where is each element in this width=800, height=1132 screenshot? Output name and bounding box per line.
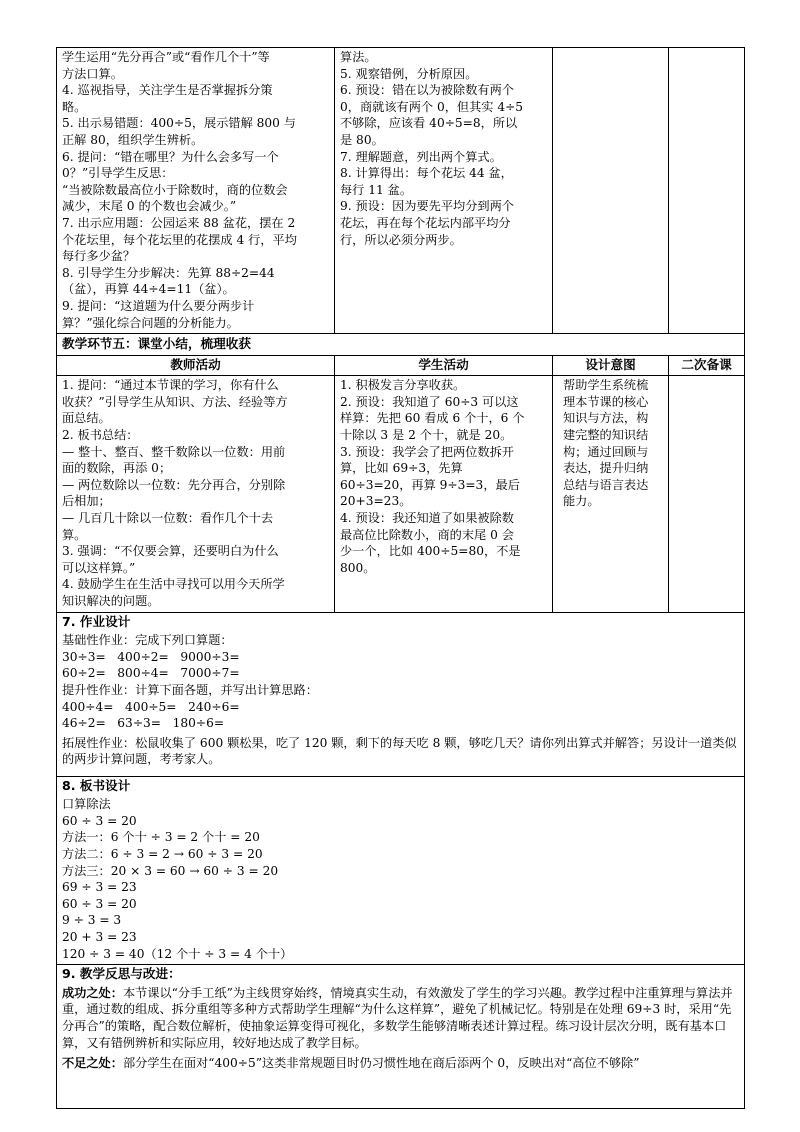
lesson-plan-table <box>56 47 745 1109</box>
design-intent-line: 帮助学生系统梳 <box>563 378 649 393</box>
teacher-activity-line: 0？”引导学生反思： <box>62 166 174 181</box>
reflection-row <box>57 965 745 1109</box>
stage5-student-cell <box>335 376 553 612</box>
shortfall-label: 不足之处： <box>62 1056 123 1071</box>
student-activity-line: 5. 观察错例，分析原因。 <box>340 66 478 81</box>
student-activity-line: 花坛，再在每个花坛内部平均分 <box>340 215 511 230</box>
student-activity-line: 60÷3=20，再算 9÷3=3，最后 <box>340 477 520 492</box>
stage4-teacher-cell <box>57 48 335 334</box>
teacher-activity-line: 收获？”引导学生从知识、方法、经验等方 <box>62 394 288 409</box>
student-activity-line: 8. 计算得出：每个花坛 44 盆， <box>340 166 513 181</box>
teacher-activity-line: 略。 <box>62 99 87 114</box>
teacher-activity-line: 可以这样算。” <box>62 560 136 575</box>
board-lines <box>62 796 740 962</box>
homework-cell <box>57 612 745 776</box>
design-intent-line: 理本节课的核心 <box>563 394 649 409</box>
stage5-content-row <box>57 376 745 612</box>
student-activity-line: 7. 理解题意，列出两个算式。 <box>340 149 502 164</box>
teacher-activity-line: 知识解决的问题。 <box>62 594 160 608</box>
design-intent-line: 能力。 <box>563 494 600 509</box>
student-activity-line: 算法。 <box>340 50 377 64</box>
homework-row <box>57 612 745 776</box>
teacher-activity-line: 面的数除，再添 0； <box>62 461 172 476</box>
student-activity-line: 少一个，比如 400÷5=80，不是 <box>340 544 521 559</box>
header-second-preparation: 二次备课 <box>669 355 745 376</box>
teacher-activity-line: 9. 提问：“这道题为什么要分两步计 <box>62 298 255 313</box>
homework-line: 400÷4= 400÷5= 240÷6= <box>62 699 240 714</box>
teacher-activity-line: 6. 提问：“错在哪里？为什么会多写一个 <box>62 149 279 164</box>
student-activity-line: 6. 预设：错在以为被除数有两个 <box>340 83 514 98</box>
board-line: 9 ÷ 3 = 3 <box>62 913 122 928</box>
reflection-title: 9. 教学反思与改进： <box>62 966 181 982</box>
success-label: 成功之处： <box>62 985 123 1000</box>
board-title: 8. 板书设计 <box>62 777 131 793</box>
student-activity-line: 算，比如 69÷3，先算 <box>340 461 463 476</box>
teacher-activity-line: — 整十、整百、整千数除以一位数：用前 <box>62 444 286 459</box>
design-intent-line: 表达，提升归纳 <box>563 461 649 476</box>
teacher-activity-line: 后相加； <box>62 494 111 509</box>
design-intent-line: 知识与方法，构 <box>563 411 649 426</box>
student-activity-line: 样算：先把 60 看成 6 个十，6 个 <box>340 411 525 426</box>
homework-lines <box>62 632 740 732</box>
reflection-cell <box>57 965 745 1109</box>
student-activity-line: 最高位比除数小，商的末尾 0 会 <box>340 527 514 542</box>
teacher-activity-line: （盆），再算 44÷4=11（盆）。 <box>62 282 235 297</box>
homework-line: 46÷2= 63÷3= 180÷6= <box>62 716 225 731</box>
reflection-success <box>62 985 740 1051</box>
student-activity-line: 4. 预设：我还知道了如果被除数 <box>340 511 514 526</box>
homework-line: 30÷3= 400÷2= 9000÷3= <box>62 649 240 664</box>
teacher-activity-line: 面总结。 <box>62 411 111 426</box>
homework-line: 提升性作业：计算下面各题，并写出计算思路： <box>62 682 318 697</box>
teacher-activity-line: 算。 <box>62 527 87 542</box>
homework-extension: 拓展性作业：松鼠收集了 600 颗松果，吃了 120 颗，剩下的每天吃 8 颗，够吃几天？请你列出算式并解答；另设计一道类似的两步计算问题，考考家人。 <box>62 735 737 767</box>
teacher-activity-line: “当被除数最高位小于除数时，商的位数会 <box>62 182 288 197</box>
header-student-activity: 学生活动 <box>335 355 553 376</box>
teacher-activity-line: 算？”强化综合问题的分析能力。 <box>62 315 239 330</box>
teacher-activity-line: 8. 引导学生分步解决：先算 88÷2=44 <box>62 265 275 280</box>
student-activity-line: 9. 预设：因为要先平均分到两个 <box>340 199 514 214</box>
teacher-activity-line: 4. 巡视指导，关注学生是否掌握拆分策 <box>62 83 273 98</box>
teacher-activity-line: 5. 出示易错题：400÷5，展示错解 800 与 <box>62 116 296 131</box>
stage4-teacher-activities <box>62 49 330 331</box>
stage5-header-row <box>57 355 745 376</box>
board-line: 口算除法 <box>62 797 111 812</box>
teacher-activity-line: 学生运用“先分再合”或“看作几个十”等 <box>62 50 270 64</box>
teacher-activity-line: 3. 强调：“不仅要会算，还要明白为什么 <box>62 544 279 559</box>
teacher-activity-line: 2. 板书总结： <box>62 428 139 443</box>
board-line: 60 ÷ 3 = 20 <box>62 896 137 911</box>
stage4-student-activities <box>340 49 548 248</box>
homework-title: 7. 作业设计 <box>62 613 131 629</box>
stage5-teacher-activities <box>62 377 330 609</box>
board-cell <box>57 776 745 965</box>
header-design-intent: 设计意图 <box>553 355 669 376</box>
teacher-activity-line: 个花坛里，每个花坛里的花摆成 4 行，平均 <box>62 232 297 247</box>
student-activity-line: 十除以 3 是 2 个十，就是 20。 <box>340 428 513 443</box>
board-line: 方法三：20 × 3 = 60 → 60 ÷ 3 = 20 <box>62 863 279 878</box>
stage5-teacher-cell <box>57 376 335 612</box>
design-intent-line: 总结与语言表达 <box>563 477 649 492</box>
teacher-activity-line: — 两位数除以一位数：先分再合，分别除 <box>62 477 286 492</box>
stage5-design-intent <box>563 377 662 510</box>
student-activity-line: 每行 11 盆。 <box>340 182 413 197</box>
student-activity-line: 3. 预设：我学会了把两位数拆开 <box>340 444 514 459</box>
board-line: 69 ÷ 3 = 23 <box>62 880 137 895</box>
homework-line: 60÷2= 800÷4= 7000÷7= <box>62 666 240 681</box>
homework-line: 基础性作业：完成下列口算题： <box>62 633 233 648</box>
student-activity-line: 2. 预设：我知道了 60÷3 可以这 <box>340 394 519 409</box>
board-line: 方法二：6 ÷ 3 = 2 → 60 ÷ 3 = 20 <box>62 846 263 861</box>
design-intent-line: 构；通过回顾与 <box>563 444 649 459</box>
stage4-student-cell <box>335 48 553 334</box>
teacher-activity-line: 每行多少盆？ <box>62 249 136 264</box>
stage4-continuation-row <box>57 48 745 334</box>
stage5-title: 教学环节五：课堂小结，梳理收获 <box>57 334 745 356</box>
teacher-activity-line: — 几百几十除以一位数：看作几个十去 <box>62 511 274 526</box>
stage5-intent-cell <box>553 376 669 612</box>
student-activity-line: 0，商就该有两个 0，但其实 4÷5 <box>340 99 524 114</box>
teacher-activity-line: 7. 出示应用题：公园运来 88 盆花，摆在 2 <box>62 215 296 230</box>
teacher-activity-line: 1. 提问：“通过本节课的学习，你有什么 <box>62 378 279 393</box>
student-activity-line: 不够除，应该看 40÷5=8，所以 <box>340 116 518 131</box>
student-activity-line: 是 80。 <box>340 132 384 147</box>
board-line: 方法一：6 个十 ÷ 3 = 2 个十 = 20 <box>62 830 260 845</box>
student-activity-line: 800。 <box>340 560 376 575</box>
stage4-revision-cell <box>669 48 745 334</box>
student-activity-line: 行，所以必须分两步。 <box>340 232 462 247</box>
stage4-intent-cell <box>553 48 669 334</box>
board-row <box>57 776 745 965</box>
success-text: 本节课以“分手工纸”为主线贯穿始终，情境真实生动，有效激发了学生的学习兴趣。教学过程中注重算理与算法并重，通过数的组成、拆分重组等多种方式帮助学生理解“为什么这样算”，避免了机械记忆。特别是在处理 69÷3 时，采用“先分再合”的策略，配合数位解析，使抽象运算变得可视化，多数学生能够清晰表述计算过程。练习设计层次分明，既有基本口算，又有错例辨析和实际应用，较好地达成了教学目标。 <box>62 985 733 1050</box>
stage5-title-row <box>57 334 745 356</box>
student-activity-line: 1. 积极发言分享收获。 <box>340 378 466 393</box>
board-line: 120 ÷ 3 = 40（12 个十 ÷ 3 = 4 个十） <box>62 946 293 961</box>
student-activity-line: 20+3=23。 <box>340 494 412 509</box>
teacher-activity-line: 方法口算。 <box>62 66 123 81</box>
board-line: 60 ÷ 3 = 20 <box>62 813 137 828</box>
teacher-activity-line: 正解 80，组织学生辨析。 <box>62 132 204 147</box>
stage5-student-activities <box>340 377 548 576</box>
shortfall-text: 部分学生在面对“400÷5”这类非常规题目时仍习惯性地在商后添两个 0，反映出对“高位不够除” <box>122 1056 640 1071</box>
teacher-activity-line: 减少，末尾 0 的个数也会减少。” <box>62 199 237 214</box>
reflection-shortfall <box>62 1055 740 1072</box>
board-line: 20 + 3 = 23 <box>62 929 137 944</box>
stage5-revision-cell <box>669 376 745 612</box>
header-teacher-activity: 教师活动 <box>57 355 335 376</box>
design-intent-line: 建完整的知识结 <box>563 428 649 443</box>
lesson-plan-page <box>56 47 744 1109</box>
teacher-activity-line: 4. 鼓励学生在生活中寻找可以用今天所学 <box>62 577 285 592</box>
